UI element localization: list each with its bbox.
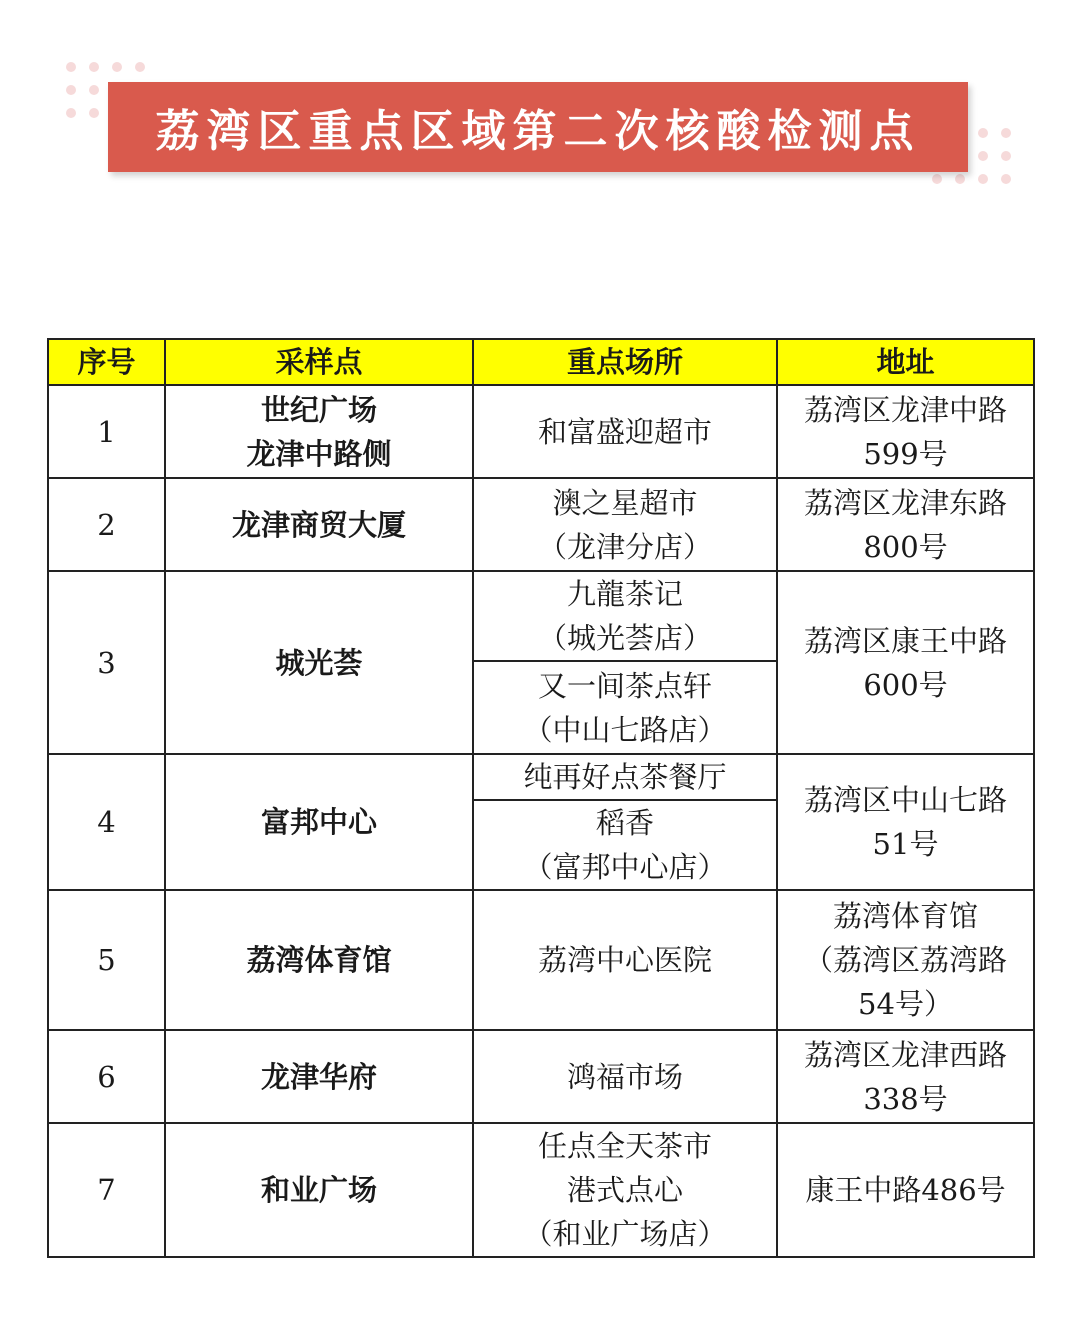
address-line: 54号） bbox=[858, 987, 953, 1021]
dot bbox=[112, 62, 122, 72]
address-line: 荔湾区龙津西路 bbox=[803, 1037, 1007, 1072]
address-cell bbox=[777, 385, 1034, 478]
venue-cell bbox=[473, 478, 777, 571]
address-line: 800号 bbox=[863, 529, 948, 564]
dot bbox=[1001, 128, 1011, 138]
dot bbox=[1001, 174, 1011, 184]
venue-line: （龙津分店） bbox=[537, 529, 712, 564]
title-banner bbox=[108, 82, 968, 172]
address-line: 荔湾体育馆 bbox=[832, 899, 978, 933]
sample-point-cell bbox=[165, 1030, 473, 1123]
row-index: 2 bbox=[48, 478, 165, 571]
address-line: 荔湾区龙津中路 bbox=[803, 392, 1007, 427]
address-line: 338号 bbox=[863, 1081, 948, 1116]
sample-point-line: 龙津华府 bbox=[260, 1059, 377, 1094]
table-row bbox=[48, 385, 1034, 478]
sample-point-cell bbox=[165, 754, 473, 890]
venue-line: （城光荟店） bbox=[537, 621, 712, 655]
address-cell bbox=[777, 1030, 1034, 1123]
venue-cell bbox=[473, 571, 777, 661]
header-index: 序号 bbox=[48, 339, 165, 385]
address-cell bbox=[777, 1123, 1034, 1257]
venue-line: 鸿福市场 bbox=[566, 1059, 683, 1094]
address-cell bbox=[777, 571, 1034, 754]
address-line: 荔湾区龙津东路 bbox=[803, 485, 1007, 520]
row-index: 4 bbox=[48, 754, 165, 890]
dot bbox=[932, 174, 942, 184]
table-row bbox=[48, 478, 1034, 571]
row-index: 5 bbox=[48, 890, 165, 1030]
venue-line: （和业广场店） bbox=[523, 1217, 727, 1251]
dot bbox=[66, 108, 76, 118]
table-row bbox=[48, 1030, 1034, 1123]
venue-cell bbox=[473, 385, 777, 478]
venue-cell bbox=[473, 1123, 777, 1257]
row-index: 7 bbox=[48, 1123, 165, 1257]
address-line: 600号 bbox=[863, 667, 948, 702]
sample-point-cell bbox=[165, 478, 473, 571]
address-cell bbox=[777, 478, 1034, 571]
dot bbox=[89, 62, 99, 72]
dot bbox=[1001, 151, 1011, 161]
dot bbox=[66, 85, 76, 95]
venue-line: 九龍茶记 bbox=[566, 577, 683, 611]
address-cell bbox=[777, 890, 1034, 1030]
address-line: 荔湾区康王中路 bbox=[803, 623, 1007, 658]
venue-cell bbox=[473, 754, 777, 800]
row-index: 6 bbox=[48, 1030, 165, 1123]
address-line: 荔湾区中山七路 bbox=[803, 783, 1007, 817]
dot bbox=[978, 174, 988, 184]
venue-line: 又一间茶点轩 bbox=[537, 668, 712, 703]
sample-point-line: 和业广场 bbox=[260, 1173, 377, 1207]
table-row bbox=[48, 571, 1034, 661]
sample-point-cell bbox=[165, 385, 473, 478]
venue-line: 纯再好点茶餐厅 bbox=[523, 760, 727, 794]
venue-line: （中山七路店） bbox=[523, 712, 727, 747]
venue-cell bbox=[473, 661, 777, 754]
dot bbox=[135, 62, 145, 72]
dot bbox=[978, 128, 988, 138]
sample-point-line: 城光荟 bbox=[275, 645, 363, 680]
venue-line: 稻香 bbox=[595, 806, 654, 840]
address-line: （荔湾区荔湾路 bbox=[803, 943, 1007, 977]
row-index: 3 bbox=[48, 571, 165, 754]
venue-cell bbox=[473, 800, 777, 890]
venue-line: 港式点心 bbox=[566, 1173, 683, 1207]
table-row bbox=[48, 890, 1034, 1030]
address-cell bbox=[777, 754, 1034, 890]
address-line: 599号 bbox=[863, 436, 948, 471]
sample-point-line: 世纪广场 bbox=[260, 392, 377, 427]
sample-point-line: 龙津中路侧 bbox=[246, 436, 392, 471]
dot bbox=[66, 62, 76, 72]
header-venue: 重点场所 bbox=[473, 339, 777, 385]
table-row bbox=[48, 754, 1034, 800]
header-sample-point: 采样点 bbox=[165, 339, 473, 385]
page-title: 荔湾区重点区域第二次核酸检测点 bbox=[155, 106, 921, 157]
address-line: 康王中路486号 bbox=[805, 1173, 1006, 1207]
venue-line: 荔湾中心医院 bbox=[537, 943, 712, 977]
sample-point-cell bbox=[165, 571, 473, 754]
header-address: 地址 bbox=[777, 339, 1034, 385]
venue-line: 和富盛迎超市 bbox=[537, 414, 712, 449]
address-line: 51号 bbox=[872, 827, 939, 861]
sample-point-line: 富邦中心 bbox=[260, 805, 377, 839]
venue-line: 任点全天茶市 bbox=[537, 1129, 712, 1163]
dot bbox=[978, 151, 988, 161]
venue-cell bbox=[473, 1030, 777, 1123]
table-header-row bbox=[48, 339, 1034, 385]
row-index: 1 bbox=[48, 385, 165, 478]
table-row bbox=[48, 1123, 1034, 1257]
dot bbox=[89, 108, 99, 118]
sample-point-cell bbox=[165, 890, 473, 1030]
venue-line: （富邦中心店） bbox=[523, 850, 727, 884]
dot bbox=[89, 85, 99, 95]
sample-point-cell bbox=[165, 1123, 473, 1257]
testing-sites-table bbox=[47, 338, 1035, 1258]
dot bbox=[955, 174, 965, 184]
venue-cell bbox=[473, 890, 777, 1030]
venue-line: 澳之星超市 bbox=[552, 485, 698, 520]
sample-point-line: 龙津商贸大厦 bbox=[231, 507, 406, 542]
sample-point-line: 荔湾体育馆 bbox=[246, 943, 392, 977]
